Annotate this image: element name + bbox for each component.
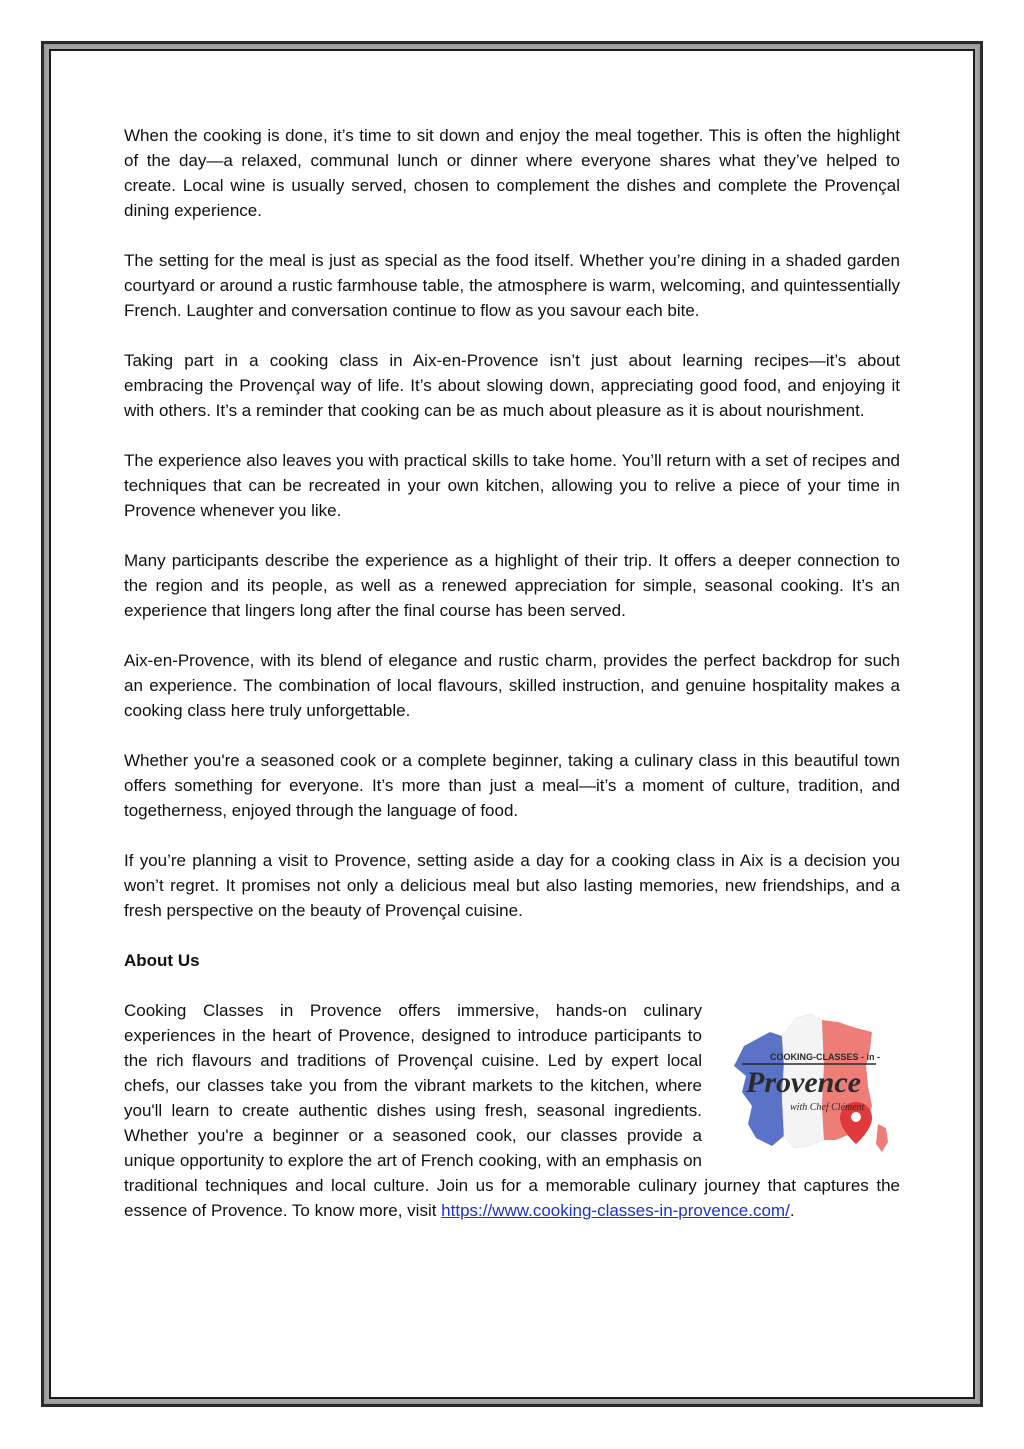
paragraph-meal: When the cooking is done, it’s time to sit down and enjoy the meal together. This is often the highlight of the day—a relaxed, communal lunch or dinner where everyone shares what they’ve helped to create. Local wine is usually served, chosen to complement the dishes and complete the Provençal dining experience.: [124, 126, 900, 220]
location-pin-dot: [851, 1112, 861, 1122]
about-us-section: [124, 998, 900, 1223]
document-body: [124, 123, 900, 1223]
website-link[interactable]: https://www.cooking-classes-in-provence.com/: [441, 1201, 790, 1220]
map-corsica: [876, 1124, 888, 1152]
logo-top-text: COOKING-CLASSES - in -: [770, 1052, 880, 1062]
about-us-body: Cooking Classes in Provence offers immersive, hands-on culinary experiences in the heart of Provence, designed to introduce participants to the rich flavours and traditions of Provençal cuisine. Led by expert local chefs, our classes take you from the vibrant markets to the kitchen, where you'll learn to create authentic dishes using fresh, seasonal ingredients. Whether you're a beginner or a seasoned cook, our classes provide a unique opportunity to explore the art of French cooking, with an emphasis on traditional techniques and local culture. Join us for a memorable culinary journey that captures the essence of Provence. To know more, visit: [124, 1001, 900, 1220]
paragraph-way-of-life: Taking part in a cooking class in Aix-en-Provence isn’t just about learning recipes—it’s about embracing the Provençal way of life. It’s about slowing down, appreciating good food, and enjoying it with others. It’s a reminder that cooking can be as much about pleasure as it is about nourishment.: [124, 351, 900, 420]
logo-sub-text: with Chef Clément: [790, 1102, 865, 1113]
paragraph-planning: If you’re planning a visit to Provence, setting aside a day for a cooking class in Aix is a decision you won’t regret. It promises not only a delicious meal but also lasting memories, new friendships, and a fresh perspective on the beauty of Provençal cuisine.: [124, 851, 900, 920]
paragraph-skills: The experience also leaves you with practical skills to take home. You’ll return with a set of recipes and techniques that can be recreated in your own kitchen, allowing you to relive a piece of your time in Provence whenever you like.: [124, 451, 900, 520]
about-us-heading: About Us: [124, 951, 200, 970]
logo-main-text: Provence: [746, 1066, 861, 1099]
cooking-classes-provence-logo: [726, 1006, 894, 1164]
paragraph-participants: Many participants describe the experience as a highlight of their trip. It offers a deeper connection to the region and its people, as well as a renewed appreciation for simple, seasonal cooking. It’s an experience that lingers long after the final course has been served.: [124, 551, 900, 620]
paragraph-everyone: Whether you're a seasoned cook or a complete beginner, taking a culinary class in this beautiful town offers something for everyone. It’s more than just a meal—it’s a moment of culture, tradition, and togetherness, enjoyed through the language of food.: [124, 751, 900, 820]
paragraph-setting: The setting for the meal is just as special as the food itself. Whether you’re dining in a shaded garden courtyard or around a rustic farmhouse table, the atmosphere is warm, welcoming, and quintessentially French. Laughter and conversation continue to flow as you savour each bite.: [124, 251, 900, 320]
about-us-link-suffix: .: [789, 1201, 795, 1220]
paragraph-aix: Aix-en-Provence, with its blend of elegance and rustic charm, provides the perfect backdrop for such an experience. The combination of local flavours, skilled instruction, and genuine hospitality makes a cooking class here truly unforgettable.: [124, 651, 900, 720]
